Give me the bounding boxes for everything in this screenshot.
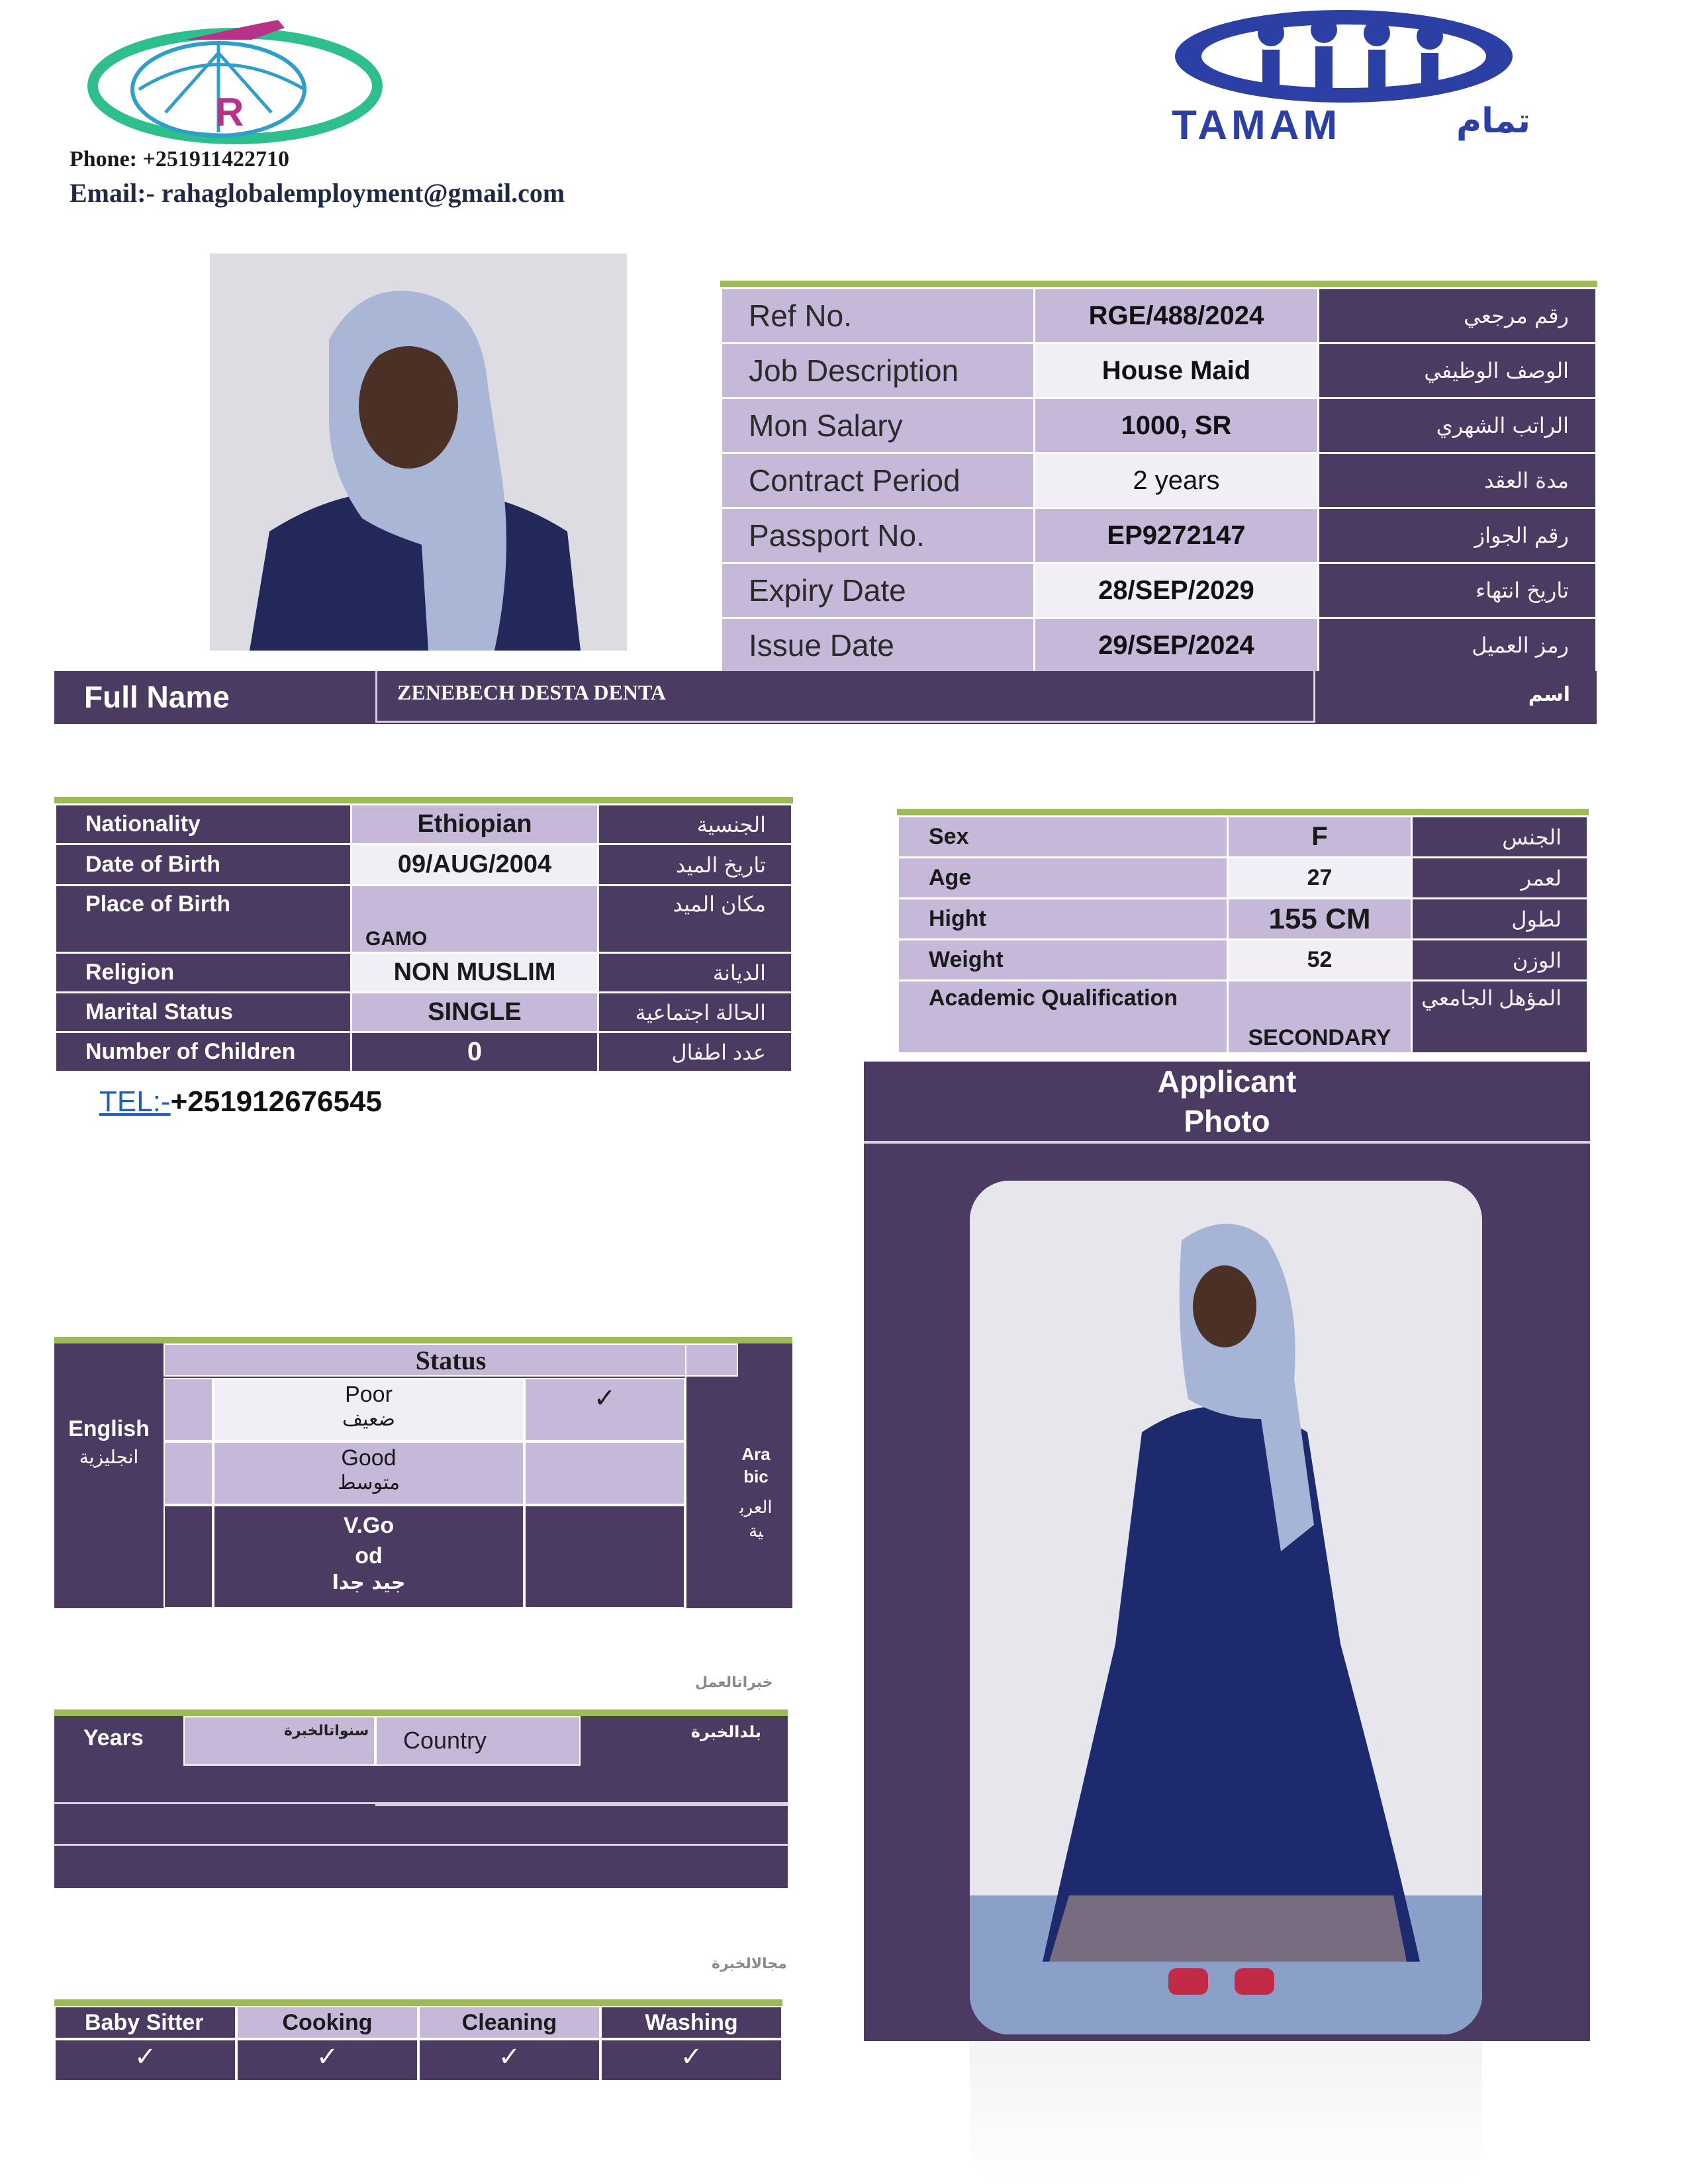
- lang-spacer-cell: [164, 1505, 213, 1608]
- arabic-religion: الديانة: [598, 953, 792, 993]
- physical-info-table: [897, 815, 1589, 1054]
- table-row: [722, 618, 1597, 673]
- level-good: Good: [341, 1445, 397, 1471]
- table-row: [898, 817, 1588, 858]
- right-table-topbar: [897, 809, 1589, 815]
- skills-topbar: [54, 1999, 782, 2006]
- value-issue: 29/SEP/2024: [1035, 618, 1318, 673]
- country-label-ar: بلدالخبرة: [690, 1723, 761, 1741]
- job-details-table: [720, 287, 1597, 674]
- arabic-pob: مكان الميد: [598, 886, 792, 953]
- arabic-issue: رمز العميل: [1318, 618, 1596, 673]
- full-name-label: Full Name: [84, 680, 230, 714]
- english-vgood-check-cell: [524, 1505, 685, 1608]
- skills-table: [54, 2006, 782, 2081]
- full-name-value: ZENEBECH DESTA DENTA: [397, 680, 667, 704]
- table-row: [722, 563, 1597, 618]
- value-job-description: House Maid: [1035, 343, 1318, 398]
- arabic-nationality: الجنسية: [598, 805, 792, 844]
- value-contract: 2 years: [1035, 453, 1318, 508]
- label-pob: Place of Birth: [56, 886, 352, 953]
- value-dob: 09/AUG/2004: [352, 844, 598, 886]
- table-row: [56, 805, 792, 844]
- svg-text:TAMAM: TAMAM: [1172, 103, 1342, 146]
- label-expiry: Expiry Date: [722, 563, 1035, 618]
- label-job-description: Job Description: [722, 343, 1035, 398]
- tamam-logo: [1172, 0, 1569, 146]
- experience-row-1: [54, 1766, 788, 1804]
- applicant-photo-panel: [864, 1062, 1590, 2041]
- years-label: Years: [83, 1725, 144, 1751]
- table-row: [722, 343, 1597, 398]
- arabic-column: [685, 1343, 792, 1608]
- arabic-salary: الراتب الشهري: [1318, 398, 1596, 453]
- tel-line: [99, 1085, 382, 1118]
- label-religion: Religion: [56, 953, 352, 993]
- skill-check-cell: [600, 2039, 782, 2081]
- check-icon: ✓: [316, 2042, 339, 2071]
- arabic-contract: مدة العقد: [1318, 453, 1596, 508]
- english-label-cell: [54, 1416, 164, 1468]
- table-row: [56, 953, 792, 993]
- arabic-col-label: Ara bic: [741, 1444, 771, 1486]
- label-salary: Mon Salary: [722, 398, 1035, 453]
- check-icon: ✓: [593, 1384, 616, 1413]
- skills-note: مجالالخبرة: [712, 1956, 787, 1972]
- country-label: Country: [403, 1727, 487, 1754]
- years-ar-cell: [183, 1716, 375, 1766]
- level-poor-ar: ضعيف: [342, 1408, 396, 1430]
- country-ar-cell: [581, 1716, 788, 1766]
- value-age: 27: [1228, 858, 1412, 899]
- phone-text: Phone: +251911422710: [70, 147, 289, 171]
- label-age: Age: [898, 858, 1228, 899]
- english-label-ar: انجليزية: [79, 1447, 139, 1467]
- value-pob: GAMO: [352, 886, 598, 953]
- table-row: [722, 398, 1597, 453]
- photo-reflection: [970, 2042, 1482, 2184]
- experience-row-3: [54, 1848, 788, 1888]
- arabic-expiry: تاريخ انتهاء: [1318, 563, 1596, 618]
- applicant-photo-title-line1: Applicant: [1157, 1064, 1297, 1099]
- value-children: 0: [352, 1032, 598, 1072]
- value-academic: SECONDARY: [1228, 981, 1412, 1054]
- arabic-col-label-ar: العربية: [739, 1498, 773, 1541]
- applicant-full-body-photo: [970, 1181, 1482, 2034]
- table-row: [898, 940, 1588, 981]
- applicant-photo-title: [864, 1062, 1590, 1144]
- email-text: Email:- rahaglobalemployment@gmail.com: [70, 178, 565, 208]
- skill-cooking-cell: [236, 2006, 418, 2039]
- arabic-children: عدد اطفال: [598, 1032, 792, 1072]
- value-sex: F: [1228, 817, 1412, 858]
- value-salary: 1000, SR: [1035, 398, 1318, 453]
- arabic-height: لطول: [1412, 899, 1588, 940]
- skill-washing: Washing: [645, 2010, 738, 2035]
- skill-baby-sitter: Baby Sitter: [56, 2007, 235, 2038]
- full-name-row: [54, 671, 1597, 724]
- experience-note: خبراتالعمل: [695, 1674, 773, 1691]
- label-sex: Sex: [898, 817, 1228, 858]
- tel-link[interactable]: TEL:-: [99, 1085, 171, 1118]
- skill-check-cell: [418, 2039, 600, 2081]
- arabic-academic: المؤهل الجامعي: [1412, 981, 1588, 1054]
- ref-table-topbar: [720, 281, 1597, 287]
- lang-spacer-cell: [164, 1441, 213, 1505]
- arabic-dob: تاريخ الميد: [598, 844, 792, 886]
- years-label-ar: سنواتالخبرة: [284, 1723, 369, 1739]
- arabic-age: لعمر: [1412, 858, 1588, 899]
- label-weight: Weight: [898, 940, 1228, 981]
- arabic-marital: الحالة اجتماعية: [598, 993, 792, 1032]
- status-header-cell: [164, 1343, 738, 1377]
- language-table: [54, 1337, 792, 1608]
- experience-table: [54, 1716, 788, 1888]
- skill-check-cell: [54, 2039, 236, 2081]
- label-children: Number of Children: [56, 1032, 352, 1072]
- skill-baby-sitter-cell: [54, 2006, 236, 2039]
- status-header: Status: [415, 1345, 487, 1375]
- value-marital: SINGLE: [352, 993, 598, 1032]
- language-table-topbar: [54, 1337, 792, 1343]
- label-height: Hight: [898, 899, 1228, 940]
- arabic-ref-no: رقم مرجعي: [1318, 289, 1596, 343]
- arabic-weight: الوزن: [1412, 940, 1588, 981]
- arabic-job-description: الوصف الوظيفي: [1318, 343, 1596, 398]
- table-row: [898, 858, 1588, 899]
- value-weight: 52: [1228, 940, 1412, 981]
- skill-cleaning-cell: [418, 2006, 600, 2039]
- level-good-ar: متوسط: [337, 1472, 400, 1494]
- table-row: [898, 981, 1588, 1054]
- arabic-sex: الجنس: [1412, 817, 1588, 858]
- check-icon: ✓: [498, 2042, 521, 2071]
- english-poor-check-cell: [524, 1378, 685, 1441]
- table-row: [56, 993, 792, 1032]
- tel-number: +251912676545: [170, 1085, 382, 1118]
- level-vgood-ar: جيد جدا: [332, 1571, 406, 1594]
- country-cell: [375, 1716, 581, 1766]
- label-academic: Academic Qualification: [898, 981, 1228, 1054]
- table-row: [56, 844, 792, 886]
- value-passport: EP9272147: [1035, 508, 1318, 563]
- english-good-check-cell: [524, 1441, 685, 1505]
- svg-text:تمام: تمام: [1456, 101, 1531, 141]
- value-height: 155 CM: [1228, 899, 1412, 940]
- level-poor: Poor: [345, 1382, 393, 1407]
- check-icon: ✓: [680, 2042, 703, 2071]
- table-row: [56, 886, 792, 953]
- level-good-cell: [213, 1441, 524, 1505]
- label-issue: Issue Date: [722, 618, 1035, 673]
- skill-washing-cell: [600, 2006, 782, 2039]
- value-expiry: 28/SEP/2029: [1035, 563, 1318, 618]
- check-icon: ✓: [134, 2042, 157, 2071]
- applicant-photo-title-line2: Photo: [1184, 1104, 1270, 1138]
- value-nationality: Ethiopian: [352, 805, 598, 844]
- full-name-cell: [375, 671, 1315, 723]
- value-ref-no: RGE/488/2024: [1035, 289, 1318, 343]
- skill-cleaning: Cleaning: [461, 2010, 557, 2035]
- skill-cooking: Cooking: [282, 2010, 373, 2035]
- svg-text:R: R: [215, 90, 244, 134]
- table-row: [722, 453, 1597, 508]
- label-passport: Passport No.: [722, 508, 1035, 563]
- label-nationality: Nationality: [56, 805, 352, 844]
- table-row: [56, 1032, 792, 1072]
- left-table-topbar: [54, 797, 793, 803]
- personal-info-table: [54, 803, 793, 1073]
- label-marital: Marital Status: [56, 993, 352, 1032]
- arabic-passport: رقم الجواز: [1318, 508, 1596, 563]
- table-row: [722, 508, 1597, 563]
- raha-logo: [86, 13, 384, 146]
- english-label: English: [68, 1416, 150, 1441]
- level-vgood: V.Go od: [343, 1513, 395, 1569]
- experience-row-2: [54, 1806, 788, 1846]
- label-ref-no: Ref No.: [722, 289, 1035, 343]
- value-religion: NON MUSLIM: [352, 953, 598, 993]
- table-row: [722, 289, 1597, 343]
- level-vgood-cell: [213, 1505, 524, 1608]
- skill-check-cell: [236, 2039, 418, 2081]
- applicant-portrait: [210, 253, 627, 651]
- label-contract: Contract Period: [722, 453, 1035, 508]
- label-dob: Date of Birth: [56, 844, 352, 886]
- lang-spacer-cell: [164, 1378, 213, 1441]
- table-row: [898, 899, 1588, 940]
- full-name-arabic: اسم: [1528, 683, 1570, 706]
- level-poor-cell: [213, 1378, 524, 1441]
- experience-topbar: [54, 1709, 788, 1716]
